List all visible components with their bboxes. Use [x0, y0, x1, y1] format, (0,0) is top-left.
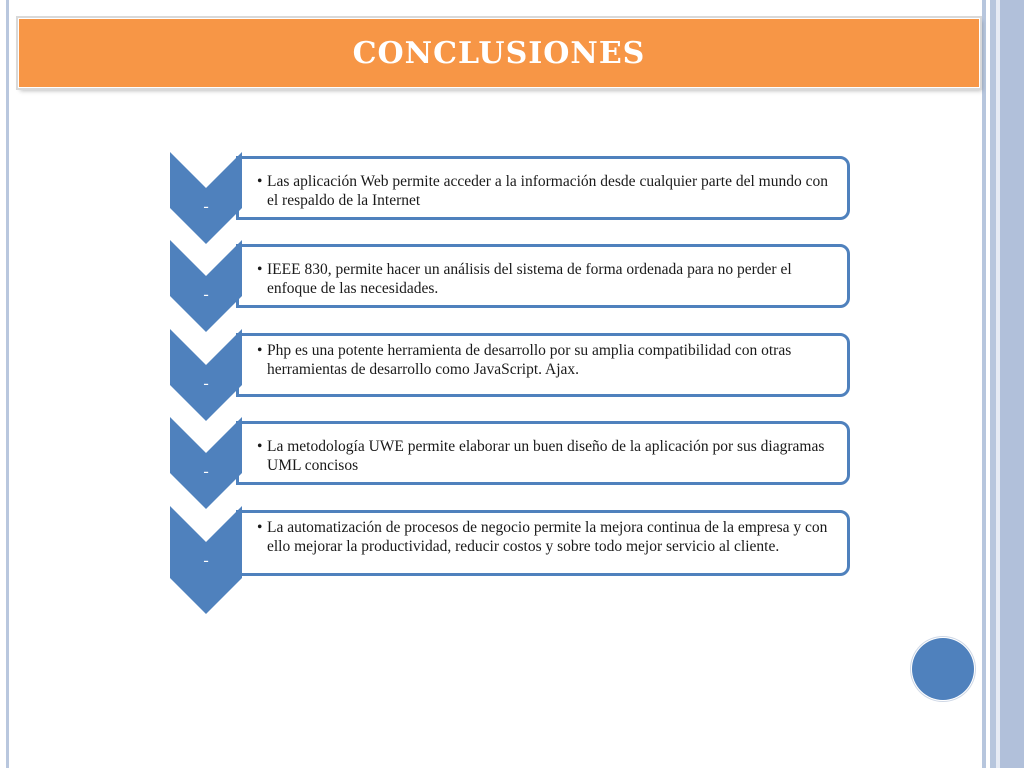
chevron-4 — [170, 417, 242, 509]
conclusion-card-1 — [236, 156, 850, 220]
conclusion-text-5: • La automatización de procesos de negocio permite la mejora continua de la empresa y con ello mejorar la productividad, reducir costos y sobre todo mejor servicio al cliente. — [257, 519, 839, 556]
conclusion-card-3 — [236, 333, 850, 397]
chevron-marker-2: - — [203, 286, 209, 303]
chevron-marker-5: - — [203, 552, 209, 569]
conclusion-text-2: • IEEE 830, permite hacer un análisis del sistema de forma ordenada para no perder el enfoque de las necesidades. — [257, 261, 839, 298]
chevron-3 — [170, 329, 242, 421]
chevron-1 — [170, 152, 242, 244]
conclusion-card-4 — [236, 421, 850, 485]
chevron-marker-3: - — [203, 375, 209, 392]
decorative-circle — [912, 638, 974, 700]
conclusion-text-1: • Las aplicación Web permite acceder a la información desde cualquier parte del mundo con el respaldo de la Internet — [257, 173, 839, 210]
chevron-marker-1: - — [203, 198, 209, 215]
conclusion-text-4: • La metodología UWE permite elaborar un buen diseño de la aplicación por sus diagramas UML concisos — [257, 438, 839, 475]
chevron-marker-4: - — [203, 463, 209, 480]
conclusion-card-5 — [236, 510, 850, 576]
conclusion-text-3: • Php es una potente herramienta de desarrollo por su amplia compatibilidad con otras herramientas de desarrollo como JavaScript. Ajax. — [257, 342, 839, 379]
slide-title: CONCLUSIONES — [352, 35, 646, 71]
conclusion-card-2 — [236, 244, 850, 308]
chevron-5 — [170, 506, 242, 614]
chevron-2 — [170, 240, 242, 332]
